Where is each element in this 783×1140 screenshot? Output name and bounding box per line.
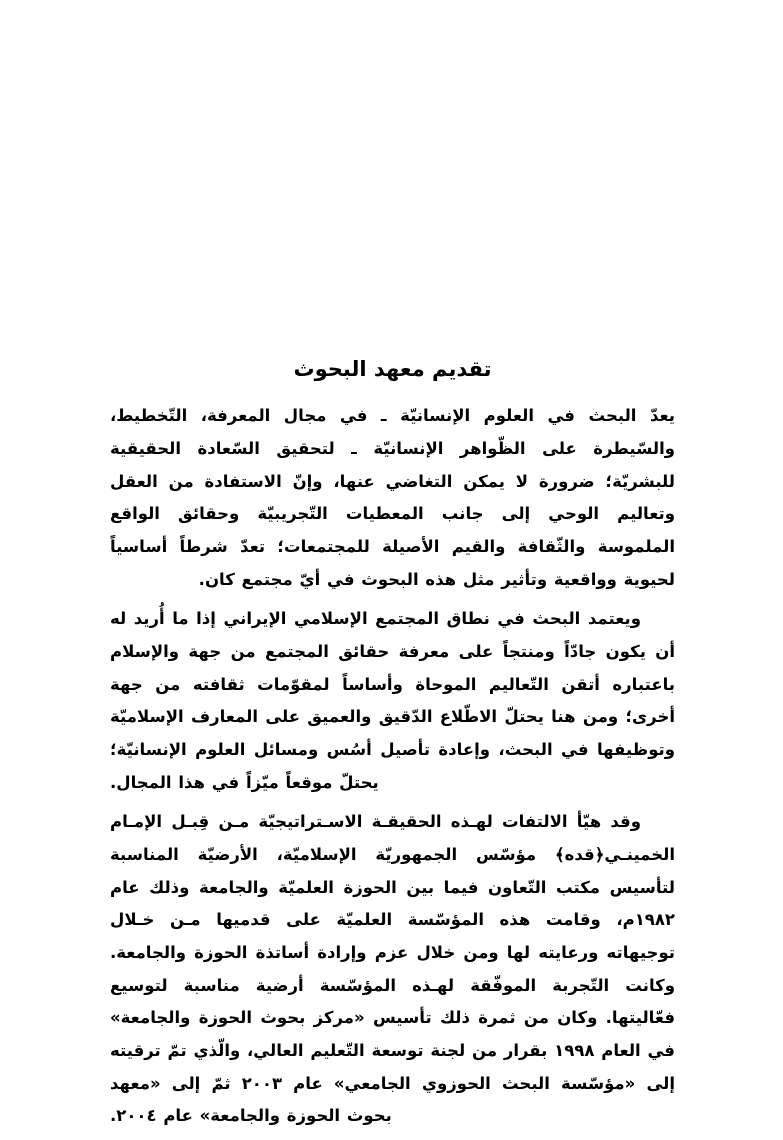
paragraph-2: ويعتمد البحث في نطاق المجتمع الإسلامي الإيراني إذا ما أُريد له أن يكون جادّاً ومنتجاً على معرفة حقائق المجتمع من جهة والإسلام باعتباره أتقن التّعاليم الموحاة وأساساً لمقوّمات ثقافته من جهة أخرى؛ ومن هنا يحتلّ الاطّلاع الدّقيق والعميق على المعارف الإسلاميّة وتوظيفها في البحث، وإعادة تأصيل أسُس ومسائل العلوم الإنسانيّة؛ يحتلّ موقعاً ميّزاً في هذا المجال. [110,609,675,792]
page-title: تقديم معهد البحوث [293,357,492,381]
paragraph-3: وقد هيّأ الالتفات لهـذه الحقيقـة الاسـتراتيجيّة مـن قِبـل الإمـام الخمينـي﴿قده﴾ مؤسّس الجمهوريّة الإسلاميّة، الأرضيّة المناسبة لتأسيس مكتب التّعاون فيما بين الحوزة العلميّة والجامعة وذلك عام ١٩٨٢م، وقامت هذه المؤسّسة العلميّة على قدميها مـن خـلال توجيهاته ورعايته لها ومن خلال عزم وإرادة أساتذة الحوزة والجامعة. وكانت التّجربة الموفّقة لهـذه المؤسّسة أرضية مناسبة لتوسيع فعّاليتها. وكان من ثمرة ذلك تأسيس «مركز بحوث الحوزة والجامعة» في العام ١٩٩٨ بقرار من لجنة توسعة التّعليم العالي، والّذي تمّ ترقيته إلى «مؤسّسة البحث الحوزوي الجامعي» عام ٢٠٠٣ ثمّ إلى «معهد بحوث الحوزة والجامعة» عام ٢٠٠٤. [110,812,675,1126]
paragraph-1: يعدّ البحث في العلوم الإنسانيّة ـ في مجال المعرفة، التّخطيط، والسّيطرة على الظّواهر الإنسانيّة ـ لتحقيق السّعادة الحقيقية للبشريّة؛ ضرورة لا يمكن التغاضي عنها، وإنّ الاستفادة من العقل وتعاليم الوحي إلى جانب المعطيات التّجريبيّة وحقائق الواقع الملموسة والثّقافة والقيم الأصيلة للمجتمعات؛ تعدّ شرطاً أساسياً لحيوية وواقعية وتأثير مثل هذه البحوث في أيّ مجتمع كان. [110,406,675,589]
page-content [110,355,675,1140]
